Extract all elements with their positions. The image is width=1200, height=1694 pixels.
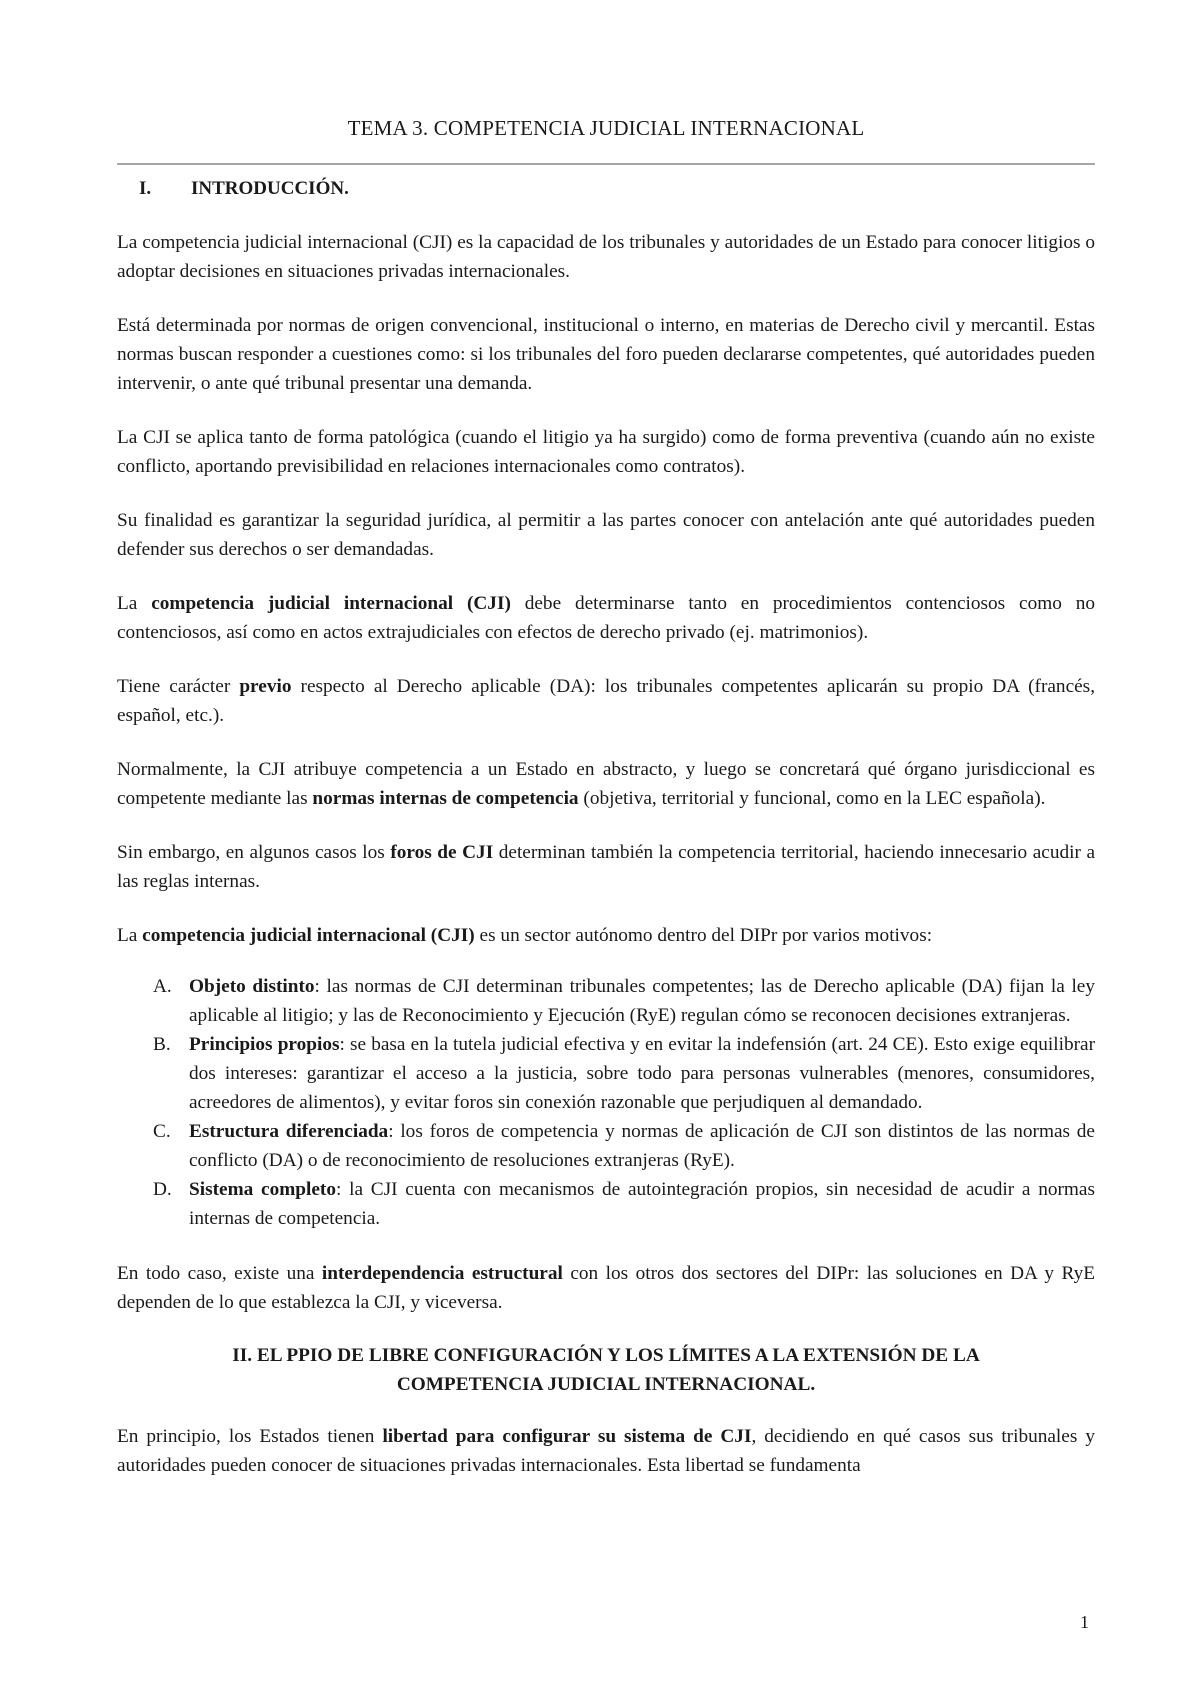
paragraph: La competencia judicial internacional (CJI) debe determinarse tanto en procedimientos contenciosos como no contenciosos, así como en actos extrajudiciales con efectos de derecho privado (ej. matrimonios). bbox=[117, 593, 1096, 643]
section-heading-1 bbox=[139, 178, 349, 200]
paragraph: Normalmente, la CJI atribuye competencia a un Estado en abstracto, y luego se concretará qué órgano jurisdiccional es competente mediante las normas internas de competencia (objetiva, territorial y funcional, como en la LEC española). bbox=[117, 759, 1095, 809]
list-item: B. Principios propios: se basa en la tutela judicial efectiva y en evitar la indefensión (art. 24 CE). Esto exige equilibrar dos intereses: garantizar el acceso a la justicia, sobre todo para personas vulnerables (menores, consumidores, acreedores de alimentos), y evitar foros sin conexión razonable que perjudiquen al demandado. bbox=[117, 1030, 1095, 1117]
list-marker: D. bbox=[153, 1179, 172, 1200]
document-body bbox=[117, 228, 1095, 1505]
paragraph: En principio, los Estados tienen libertad para configurar su sistema de CJI, decidiendo en qué casos sus tribunales y autoridades pueden conocer de situaciones privadas internacionales. Esta libertad se fundamenta bbox=[117, 1426, 1095, 1476]
list-marker: C. bbox=[153, 1121, 171, 1142]
paragraph: En todo caso, existe una interdependencia estructural con los otros dos sectores del DIPr: las soluciones en DA y RyE dependen de lo que establezca la CJI, y viceversa. bbox=[117, 1263, 1095, 1313]
list-item: C. Estructura diferenciada: los foros de competencia y normas de aplicación de CJI son distintos de las normas de conflicto (DA) o de reconocimiento de resoluciones extranjeras (RyE). bbox=[117, 1117, 1095, 1175]
paragraph: Está determinada por normas de origen convencional, institucional o interno, en materias de Derecho civil y mercantil. Estas normas buscan responder a cuestiones como: si los tribunales del foro pueden declararse competentes, qué autoridades pueden intervenir, o ante qué tribunal presentar una demanda. bbox=[117, 315, 1095, 394]
paragraph: Sin embargo, en algunos casos los foros de CJI determinan también la competencia territorial, haciendo innecesario acudir a las reglas internas. bbox=[117, 842, 1095, 892]
paragraph: La competencia judicial internacional (CJI) es la capacidad de los tribunales y autoridades de un Estado para conocer litigios o adoptar decisiones en situaciones privadas internacionales. bbox=[117, 232, 1095, 282]
section-label: INTRODUCCIÓN. bbox=[191, 178, 349, 199]
document-title: TEMA 3. COMPETENCIA JUDICIAL INTERNACIONAL bbox=[347, 116, 865, 140]
section-number: I. bbox=[139, 178, 152, 199]
section-heading-2: II. EL PPIO DE LIBRE CONFIGURACIÓN Y LOS LÍMITES A LA EXTENSIÓN DE LA COMPETENCIA JUDICIAL INTERNACIONAL. bbox=[232, 1345, 980, 1395]
title-divider bbox=[117, 163, 1095, 165]
page-number: 1 bbox=[1080, 1612, 1089, 1632]
paragraph: La CJI se aplica tanto de forma patológica (cuando el litigio ya ha surgido) como de forma preventiva (cuando aún no existe conflicto, aportando previsibilidad en relaciones internacionales como contratos). bbox=[117, 427, 1095, 477]
list-item: D. Sistema completo: la CJI cuenta con mecanismos de autointegración propios, sin necesidad de acudir a normas internas de competencia. bbox=[117, 1175, 1095, 1233]
paragraph: La competencia judicial internacional (CJI) es un sector autónomo dentro del DIPr por varios motivos: bbox=[117, 925, 933, 946]
list-marker: B. bbox=[153, 1034, 171, 1055]
paragraph: Su finalidad es garantizar la seguridad jurídica, al permitir a las partes conocer con antelación ante qué autoridades pueden defender sus derechos o ser demandadas. bbox=[117, 510, 1095, 560]
paragraph: Tiene carácter previo respecto al Derecho aplicable (DA): los tribunales competentes aplicarán su propio DA (francés, español, etc.). bbox=[117, 676, 1096, 726]
reasons-list bbox=[117, 972, 1095, 1233]
list-marker: A. bbox=[153, 976, 172, 997]
list-item: A. Objeto distinto: las normas de CJI determinan tribunales competentes; las de Derecho aplicable (DA) fijan la ley aplicable al litigio; y las de Reconocimiento y Ejecución (RyE) regulan cómo se reconocen decisiones extranjeras. bbox=[117, 972, 1095, 1030]
